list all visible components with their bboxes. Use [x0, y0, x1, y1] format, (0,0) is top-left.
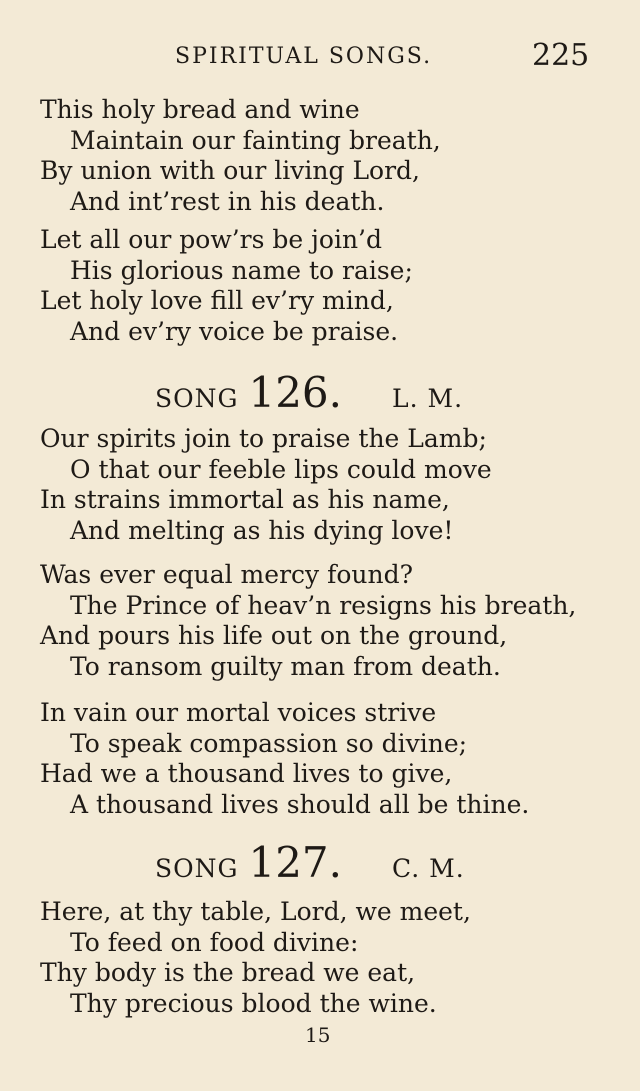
verse-line: Let holy love fill ev’ry mind, [40, 286, 394, 315]
verse-line: In vain our mortal voices strive [40, 698, 437, 727]
song-number: 126. [248, 368, 342, 417]
verse-line: And int’rest in his death. [70, 186, 385, 216]
song-meter: C. M. [391, 854, 465, 883]
verse-line: This holy bread and wine [40, 95, 360, 124]
stanza [40, 698, 630, 820]
verse-line: Was ever equal mercy found? [40, 560, 413, 589]
song-label: SONG [155, 854, 239, 883]
verse-line: To speak compassion so divine; [70, 728, 468, 758]
stanza [40, 560, 630, 682]
verse-line: And melting as his dying love! [70, 515, 454, 545]
verse-line: Here, at thy table, Lord, we meet, [40, 897, 471, 926]
page-number: 225 [532, 38, 590, 73]
verse-line: The Prince of heav’n resigns his breath, [70, 590, 577, 620]
verse-line: A thousand lives should all be thine. [70, 789, 530, 819]
verse-line: To feed on food divine: [70, 927, 359, 957]
verse-line: His glorious name to raise; [70, 255, 413, 285]
song-heading [155, 838, 575, 887]
verse-line: Had we a thousand lives to give, [40, 759, 453, 788]
running-header: SPIRITUAL SONGS. [175, 44, 433, 69]
verse-line: In strains immortal as his name, [40, 485, 450, 514]
signature-mark: 15 [305, 1023, 331, 1047]
verse-line: By union with our living Lord, [40, 156, 420, 185]
verse-line: And ev’ry voice be praise. [70, 316, 399, 346]
song-heading [155, 368, 575, 417]
verse-line: Maintain our fainting breath, [70, 125, 441, 155]
verse-line: O that our feeble lips could move [70, 454, 492, 484]
song-meter: L. M. [391, 384, 464, 413]
verse-line: Thy body is the bread we eat, [40, 958, 416, 987]
verse-line: Let all our pow’rs be join’d [40, 225, 383, 254]
stanza [40, 225, 630, 347]
stanza [40, 897, 630, 1019]
stanza [40, 424, 630, 546]
verse-line: And pours his life out on the ground, [40, 621, 508, 650]
verse-line: To ransom guilty man from death. [70, 651, 501, 681]
verse-line: Our spirits join to praise the Lamb; [40, 424, 487, 453]
song-label: SONG [155, 384, 239, 413]
stanza [40, 95, 630, 217]
song-number: 127. [248, 838, 342, 887]
verse-line: Thy precious blood the wine. [70, 988, 437, 1018]
